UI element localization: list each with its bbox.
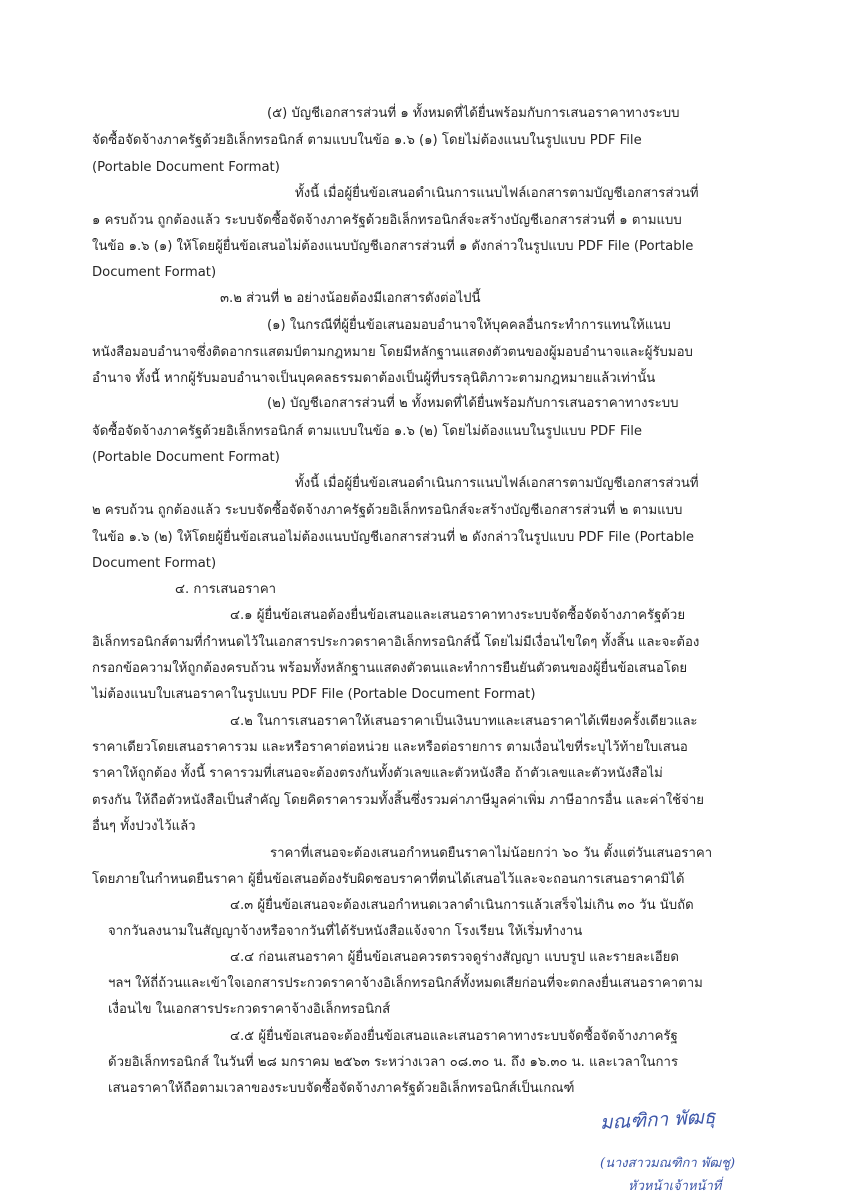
text-line: ๔.๑ ผู้ยื่นข้อเสนอต้องยื่นข้อเสนอและเสนอราคาทางระบบจัดซื้อจัดจ้างภาครัฐด้วย	[230, 608, 686, 623]
text-line: ๔.๓ ผู้ยื่นข้อเสนอจะต้องเสนอกำหนดเวลาดำเนินการแล้วเสร็จไม่เกิน ๓๐ วัน นับถัด	[230, 898, 694, 913]
section-heading: ๓.๒ ส่วนที่ ๒ อย่างน้อยต้องมีเอกสารดังต่อไปนี้	[220, 291, 481, 306]
text-line: ตรงกัน ให้ถือตัวหนังสือเป็นสำคัญ โดยคิดราคารวมทั้งสิ้นซึ่งรวมค่าภาษีมูลค่าเพิ่ม ภาษีอากรอื่น และค่าใช้จ่าย	[92, 793, 704, 808]
text-line: ทั้งนี้ เมื่อผู้ยื่นข้อเสนอดำเนินการแนบไฟล์เอกสารตามบัญชีเอกสารส่วนที่	[295, 476, 699, 491]
text-line: ๒ ครบถ้วน ถูกต้องแล้ว ระบบจัดซื้อจัดจ้างภาครัฐด้วยอิเล็กทรอนิกส์จะสร้างบัญชีเอกสารส่วนที่ ๒ ตามแบบ	[92, 503, 683, 518]
text-line: โดยภายในกำหนดยืนราคา ผู้ยื่นข้อเสนอต้องรับผิดชอบราคาที่ตนได้เสนอไว้และจะถอนการเสนอราคามิได้	[92, 872, 685, 887]
text-line: ๑ ครบถ้วน ถูกต้องแล้ว ระบบจัดซื้อจัดจ้างภาครัฐด้วยอิเล็กทรอนิกส์จะสร้างบัญชีเอกสารส่วนที่ ๑ ตามแบบ	[92, 213, 682, 228]
text-line: ด้วยอิเล็กทรอนิกส์ ในวันที่ ๒๘ มกราคม ๒๕๖๓ ระหว่างเวลา ๐๘.๓๐ น. ถึง ๑๖.๓๐ น. และเวลาในการ	[108, 1055, 679, 1070]
text-line: (Portable Document Format)	[92, 160, 280, 175]
text-line: ฯลฯ ให้ถี่ถ้วนและเข้าใจเอกสารประกวดราคาจ้างอิเล็กทรอนิกส์ทั้งหมดเสียก่อนที่จะตกลงยื่นเสนอราคาตาม	[108, 976, 703, 991]
text-line: เงื่อนไข ในเอกสารประกวดราคาจ้างอิเล็กทรอนิกส์	[108, 1002, 391, 1017]
text-line: ๔.๕ ผู้ยื่นข้อเสนอจะต้องยื่นข้อเสนอและเสนอราคาทางระบบจัดซื้อจัดจ้างภาครัฐ	[230, 1029, 678, 1044]
text-line: ๔.๔ ก่อนเสนอราคา ผู้ยื่นข้อเสนอควรตรวจดูร่างสัญญา แบบรูป และรายละเอียด	[230, 950, 679, 965]
text-line: กรอกข้อความให้ถูกต้องครบถ้วน พร้อมทั้งหลักฐานแสดงตัวตนและทำการยืนยันตัวตนของผู้ยื่นข้อเสนอโดย	[92, 661, 688, 676]
text-line: Document Format)	[92, 265, 217, 280]
text-line: ทั้งนี้ เมื่อผู้ยื่นข้อเสนอดำเนินการแนบไฟล์เอกสารตามบัญชีเอกสารส่วนที่	[295, 186, 699, 201]
text-line: Document Format)	[92, 556, 217, 571]
text-line: (๒) บัญชีเอกสารส่วนที่ ๒ ทั้งหมดที่ได้ยื่นพร้อมกับการเสนอราคาทางระบบ	[267, 396, 679, 411]
text-line: อำนาจ ทั้งนี้ หากผู้รับมอบอำนาจเป็นบุคคลธรรมดาต้องเป็นผู้ที่บรรลุนิติภาวะตามกฎหมายแล้วเท่านั้น	[92, 371, 656, 386]
text-line: (๑) ในกรณีที่ผู้ยื่นข้อเสนอมอบอำนาจให้บุคคลอื่นกระทำการแทนให้แนบ	[267, 318, 671, 333]
section-heading: ๔. การเสนอราคา	[175, 582, 277, 597]
text-line: ไม่ต้องแนบใบเสนอราคาในรูปแบบ PDF File (Portable Document Format)	[92, 687, 536, 702]
text-line: ราคาที่เสนอจะต้องเสนอกำหนดยืนราคาไม่น้อยกว่า ๖๐ วัน ตั้งแต่วันเสนอราคา	[270, 846, 713, 861]
text-line: ในข้อ ๑.๖ (๒) ให้โดยผู้ยื่นข้อเสนอไม่ต้องแนบบัญชีเอกสารส่วนที่ ๒ ดังกล่าวในรูปแบบ PDF File (Portable	[92, 530, 695, 545]
handwritten-signature: มณฑิกา พัฒธุ	[599, 1105, 716, 1135]
text-line: อิเล็กทรอนิกส์ตามที่กำหนดไว้ในเอกสารประกวดราคาอิเล็กทรอนิกส์นี้ โดยไม่มีเงื่อนไขใดๆ ทั้งสิ้น และจะต้อง	[92, 635, 700, 650]
text-line: จากวันลงนามในสัญญาจ้างหรือจากวันที่ได้รับหนังสือแจ้งจาก โรงเรียน ให้เริ่มทำงาน	[108, 924, 583, 939]
text-line: หนังสือมอบอำนาจซึ่งติดอากรแสตมป์ตามกฎหมาย โดยมีหลักฐานแสดงตัวตนของผู้มอบอำนาจและผู้รับมอบ	[92, 345, 693, 360]
text-line: ๔.๒ ในการเสนอราคาให้เสนอราคาเป็นเงินบาทและเสนอราคาได้เพียงครั้งเดียวและ	[230, 714, 698, 729]
text-line: อื่นๆ ทั้งปวงไว้แล้ว	[92, 819, 196, 834]
text-line: จัดซื้อจัดจ้างภาครัฐด้วยอิเล็กทรอนิกส์ ตามแบบในข้อ ๑.๖ (๒) โดยไม่ต้องแนบในรูปแบบ PDF File	[92, 424, 643, 439]
text-line: (๕) บัญชีเอกสารส่วนที่ ๑ ทั้งหมดที่ได้ยื่นพร้อมกับการเสนอราคาทางระบบ	[267, 106, 680, 121]
text-line: ในข้อ ๑.๖ (๑) ให้โดยผู้ยื่นข้อเสนอไม่ต้องแนบบัญชีเอกสารส่วนที่ ๑ ดังกล่าวในรูปแบบ PDF File (Portable	[92, 239, 694, 254]
signatory-name: (นางสาวมณฑิกา พัฒชู)	[600, 1156, 736, 1171]
text-line: (Portable Document Format)	[92, 450, 280, 465]
text-line: เสนอราคาให้ถือตามเวลาของระบบจัดซื้อจัดจ้างภาครัฐด้วยอิเล็กทรอนิกส์เป็นเกณฑ์	[108, 1081, 575, 1096]
text-line: ราคาให้ถูกต้อง ทั้งนี้ ราคารวมที่เสนอจะต้องตรงกันทั้งตัวเลขและตัวหนังสือ ถ้าตัวเลขและตัวหนังสือไม่	[92, 766, 663, 781]
text-line: จัดซื้อจัดจ้างภาครัฐด้วยอิเล็กทรอนิกส์ ตามแบบในข้อ ๑.๖ (๑) โดยไม่ต้องแนบในรูปแบบ PDF File	[92, 133, 642, 148]
signatory-title: หัวหน้าเจ้าหน้าที่	[628, 1179, 722, 1194]
text-line: ราคาเดียวโดยเสนอราคารวม และหรือราคาต่อหน่วย และหรือต่อรายการ ตามเงื่อนไขที่ระบุไว้ท้ายใบเสนอ	[92, 740, 688, 755]
